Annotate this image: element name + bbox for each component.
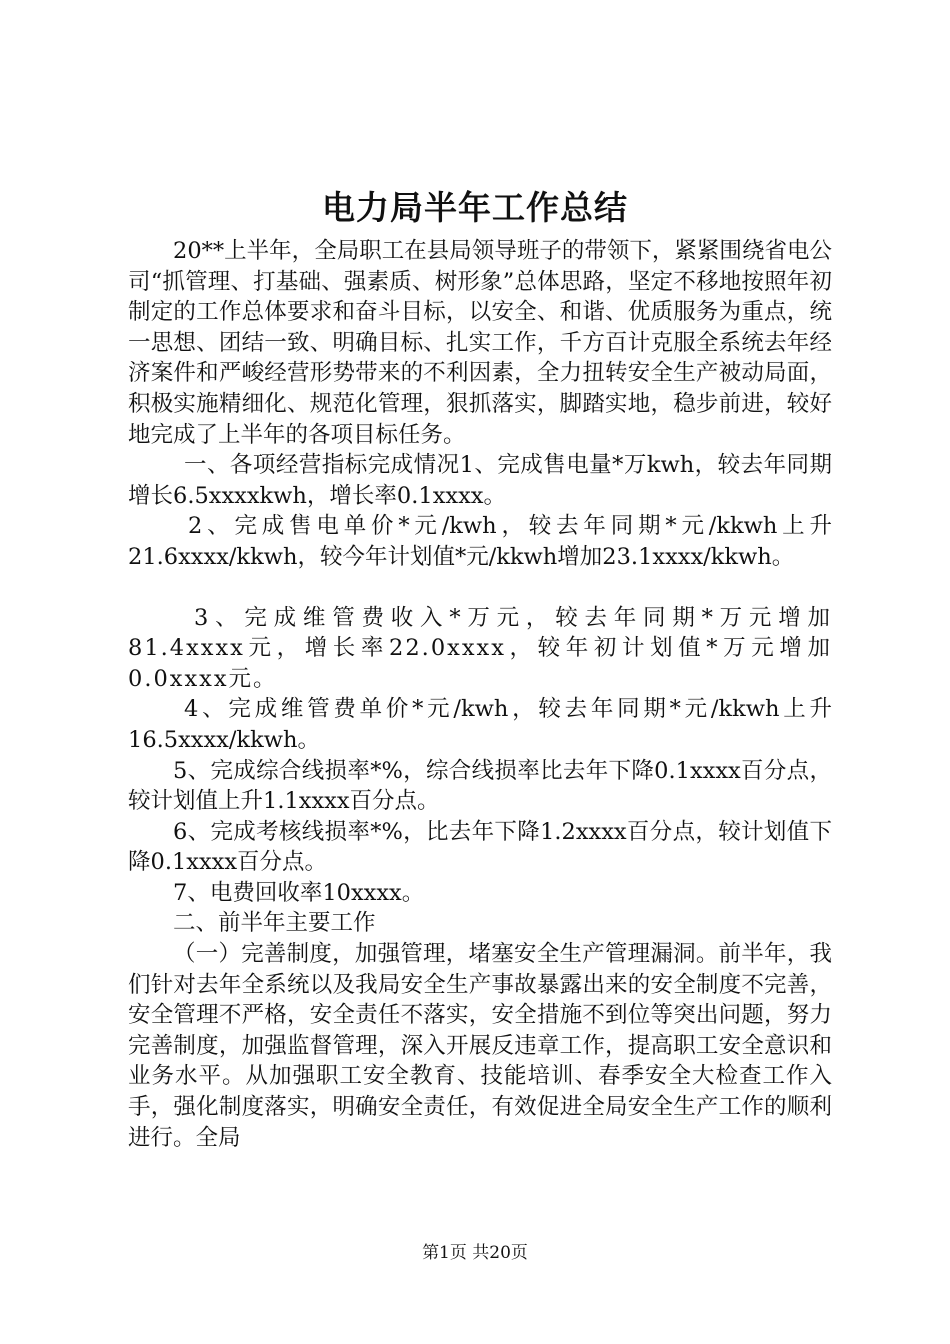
item-2-paragraph: 2、完成售电单价*元/kwh，较去年同期*元/kkwh上升21.6xxxx/kkwh，较今年计划值*元/kkwh增加23.1xxxx/kkwh。 (128, 513, 832, 570)
item-5-paragraph: 5、完成综合线损率*%，综合线损率比去年下降0.1xxxx百分点，较计划值上升1.1xxxx百分点。 (128, 757, 832, 815)
page-footer: 第1页 共20页 (422, 1243, 528, 1263)
intro-paragraph: 20**上半年，全局职工在县局领导班子的带领下，紧紧围绕省电公司“抓管理、打基础、强素质、树形象”总体思路，坚定不移地按照年初制定的工作总体要求和奋斗目标，以安全、和谐、优质服务为重点，统一思想、团结一致、明确目标、扎实工作，千方百计克服全系统去年经济案件和严峻经营形势带来的不利因素，全力扭转安全生产被动局面，积极实施精细化、规范化管理，狠抓落实，脚踏实地，稳步前进，较好地完成了上半年的各项目标任务。 (128, 238, 832, 448)
subsection-1-paragraph: （一）完善制度，加强管理，堵塞安全生产管理漏洞。前半年，我们针对去年全系统以及我局安全生产事故暴露出来的安全制度不完善，安全管理不严格，安全责任不落实，安全措施不到位等突出问题，努力完善制度，加强监督管理，深入开展反违章工作，提高职工安全意识和业务水平。从加强职工安全教育、技能培训、春季安全大检查工作入手，强化制度落实，明确安全责任，有效促进全局安全生产工作的顺利进行。全局 (128, 941, 832, 1151)
blank-line (128, 573, 832, 603)
document-body (128, 236, 832, 1153)
item-4-paragraph: 4、完成维管费单价*元/kwh，较去年同期*元/kkwh上升16.5xxxx/kkwh。 (128, 696, 832, 753)
item-7-paragraph: 7、电费回收率10xxxx。 (173, 879, 425, 906)
item-6-paragraph: 6、完成考核线损率*%，比去年下降1.2xxxx百分点，较计划值下降0.1xxxx百分点。 (128, 818, 832, 876)
document-title: 电力局半年工作总结 (322, 188, 628, 227)
section-1-paragraph: 一、各项经营指标完成情况1、完成售电量*万kwh，较去年同期增长6.5xxxxkwh，增长率0.1xxxx。 (128, 452, 832, 509)
item-3-paragraph: 3、完成维管费收入*万元，较去年同期*万元增加81.4xxxx元，增长率22.0xxxx，较年初计划值*万元增加0.0xxxx元。 (128, 604, 832, 692)
section-2-heading: 二、前半年主要工作 (173, 910, 376, 937)
